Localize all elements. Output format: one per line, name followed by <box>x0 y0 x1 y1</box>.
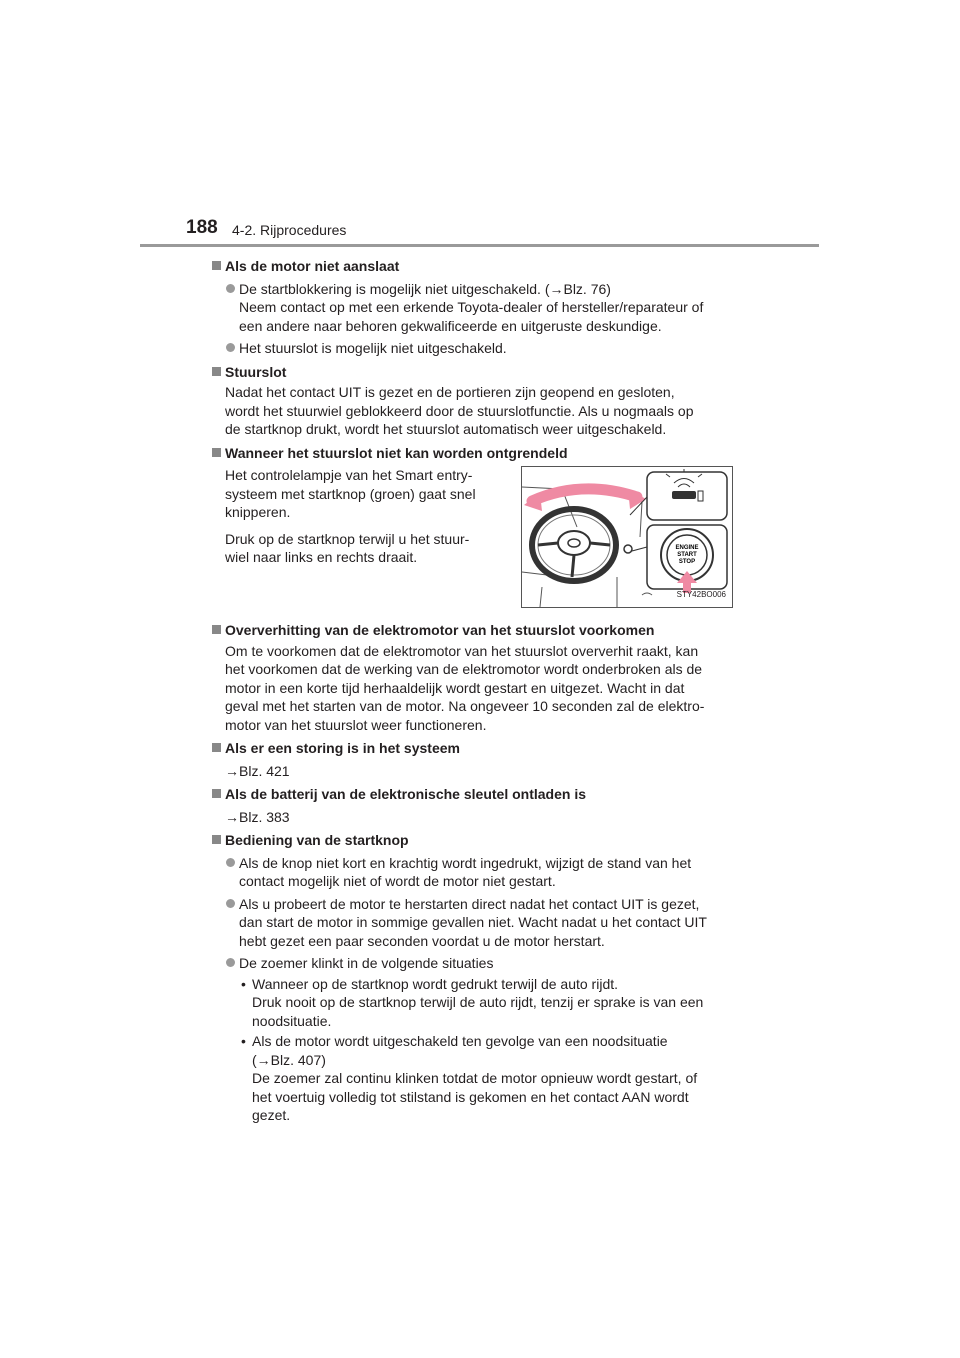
text-line: De startblokkering is mogelijk niet uitgeschakeld. (→Blz. 76) <box>239 280 611 297</box>
text-line: contact mogelijk niet of wordt de motor niet gestart. <box>239 873 556 889</box>
rotation-arrow-icon <box>532 489 637 501</box>
text-line: Als de knop niet kort en krachtig wordt ingedrukt, wijzigt de stand van het <box>239 854 692 871</box>
button-label-line: START <box>677 552 697 558</box>
page-reference: →Blz. 421 <box>225 762 290 779</box>
section-heading: Als er een storing is in het systeem <box>212 739 752 758</box>
figure-row <box>212 466 752 616</box>
text-line: systeem met startknop (groen) gaat snel <box>225 485 476 502</box>
page-header <box>0 0 960 250</box>
section-heading: Wanneer het stuurslot niet kan worden ontgrendeld <box>212 444 752 463</box>
steering-wheel-illustration <box>521 466 733 608</box>
sub-list-item <box>212 975 752 1031</box>
bullet-item: Het stuurslot is mogelijk niet uitgeschakeld. <box>212 339 752 358</box>
text-line: noodsituatie. <box>252 1012 332 1029</box>
text-line: motor van het stuurslot weer functioneren. <box>225 716 487 733</box>
text-line: Het controlelampje van het Smart entry- <box>225 467 473 483</box>
section-heading: Als de motor niet aanslaat <box>212 257 752 276</box>
text-line: gezet. <box>252 1107 291 1123</box>
figure-text <box>225 466 505 575</box>
text-line: hebt gezet een paar seconden voordat u de motor herstart. <box>239 932 605 949</box>
text-line: motor in een korte tijd herhaaldelijk wordt gestart en uitgezet. Wacht in dat <box>225 679 685 696</box>
button-label-line: STOP <box>678 559 696 565</box>
paragraph <box>225 466 505 522</box>
button-label-line: ENGINE <box>675 545 699 551</box>
text-line: een andere naar behoren gekwalificeerde en uitgeruste deskundige. <box>239 317 662 334</box>
text-line: Wanneer op de startknop wordt gedrukt terwijl de auto rijdt. <box>252 975 619 992</box>
text-line: Als de motor wordt uitgeschakeld ten gevolge van een noodsituatie <box>252 1033 668 1049</box>
text-line: (→Blz. 407) <box>252 1051 326 1068</box>
paragraph <box>225 530 505 567</box>
text-line: wordt het stuurwiel geblokkeerd door de stuurslotfunctie. Als u nogmaals op <box>225 402 694 419</box>
chapter-title: 4-2. Rijprocedures <box>232 222 347 238</box>
text-line: dan start de motor in sommige gevallen niet. Wacht nadat u het contact UIT <box>239 914 707 930</box>
text-line: Neem contact op met een erkende Toyota-dealer of hersteller/reparateur of <box>239 299 704 315</box>
text-line: het voertuig volledig tot stilstand is gekomen en het contact AAN wordt <box>252 1088 689 1105</box>
text-line: Druk nooit op de startknop terwijl de auto rijdt, tenzij er sprake is van een <box>252 994 704 1010</box>
text-line: de startknop drukt, wordt het stuurslot automatisch weer uitgeschakeld. <box>225 421 667 437</box>
page-content <box>212 252 752 1125</box>
page-number: 188 <box>186 217 218 238</box>
text-line: Nadat het contact UIT is gezet en de portieren zijn geopend en gesloten, <box>225 384 675 400</box>
figure-code: STY42BO006 <box>676 589 726 599</box>
header-rule <box>140 244 819 247</box>
text-line: De zoemer zal continu klinken totdat de motor opnieuw wordt gestart, of <box>252 1070 698 1086</box>
bullet-item <box>212 895 752 951</box>
section-heading: Als de batterij van de elektronische sleutel ontladen is <box>212 785 752 804</box>
sub-list-item <box>212 1032 752 1125</box>
bullet-item <box>212 854 752 891</box>
text-line: het voorkomen dat de werking van de elektromotor wordt onderbroken als de <box>225 661 703 677</box>
text-line: Om te voorkomen dat de elektromotor van het stuurslot oververhit raakt, kan <box>225 642 699 659</box>
text-line: wiel naar links en rechts draait. <box>225 549 418 565</box>
text-line: knipperen. <box>225 504 291 520</box>
sub-bullet-marker: • <box>241 1033 246 1049</box>
bullet-item: De zoemer klinkt in de volgende situaties <box>212 954 752 973</box>
paragraph <box>212 383 752 439</box>
section-heading: Oververhitting van de elektromotor van het stuurslot voorkomen <box>212 621 752 640</box>
sub-bullet-marker: • <box>241 975 246 992</box>
key-indicator-icon <box>672 491 696 499</box>
bullet-item <box>212 280 752 336</box>
section-heading: Stuurslot <box>212 363 752 382</box>
text-line: Als u probeert de motor te herstarten direct nadat het contact UIT is gezet, <box>239 895 700 912</box>
text-line: geval met het starten van de motor. Na ongeveer 10 seconden zal de elektro- <box>225 698 705 714</box>
paragraph <box>212 642 752 735</box>
section-heading: Bediening van de startknop <box>212 831 752 850</box>
text-line: Druk op de startknop terwijl u het stuur- <box>225 530 470 547</box>
page-reference: →Blz. 383 <box>225 808 290 825</box>
